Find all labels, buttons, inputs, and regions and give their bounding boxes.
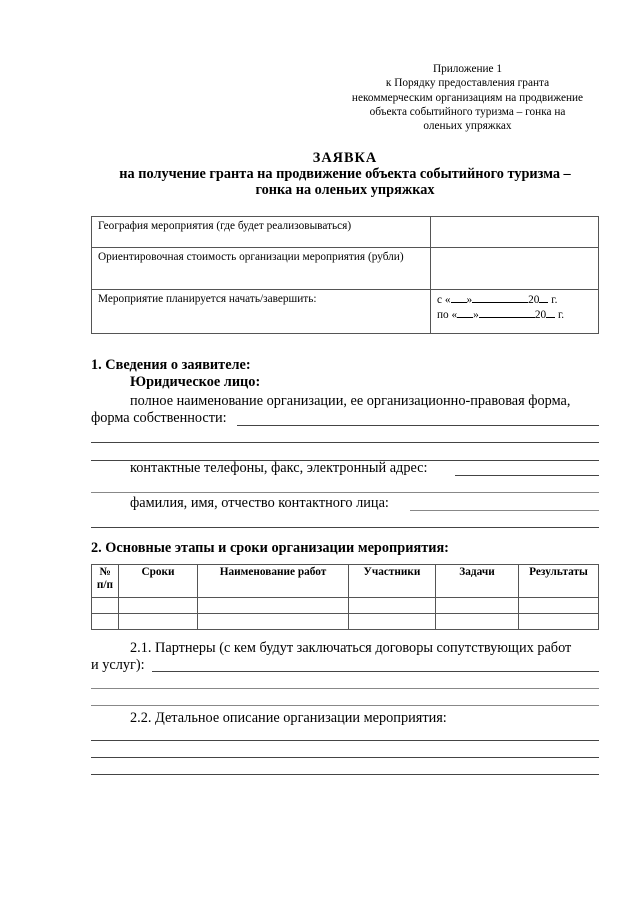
table-row (92, 614, 599, 630)
start-date-line (437, 292, 592, 307)
contacts-field[interactable] (455, 475, 599, 476)
quote-close: » (466, 294, 473, 306)
description-text: 2.2. Детальное описание организации мероприятия: (130, 710, 447, 726)
ownership-text: форма собственности: (91, 410, 227, 426)
table-cell[interactable] (119, 598, 198, 614)
year-prefix: 20 (534, 309, 547, 321)
contacts-text: контактные телефоны, факс, электронный адрес: (130, 460, 428, 476)
partners-text: 2.1. Партнеры (с кем будут заключаться договоры сопутствующих работ (130, 640, 572, 656)
contact-person-field[interactable] (410, 510, 599, 511)
from-prefix: с « (437, 294, 451, 306)
appendix-line: Приложение 1 (432, 63, 503, 75)
cost-label: Ориентировочная стоимость организации мероприятия (рубли) (92, 248, 431, 290)
appendix-line: к Порядку предоставления гранта (385, 77, 550, 90)
month-blank[interactable] (479, 307, 535, 318)
column-works: Наименование работ (198, 565, 349, 598)
legal-entity-subheading: Юридическое лицо: (130, 374, 261, 390)
table-row (92, 290, 599, 334)
appendix-line: объекта событийного туризма – гонка на (369, 105, 566, 118)
dates-field[interactable] (431, 290, 599, 334)
column-participants: Участники (349, 565, 436, 598)
partners-field-line[interactable] (91, 688, 599, 689)
geography-label: География мероприятия (где будет реализовываться) (92, 217, 431, 248)
contact-person-text: фамилия, имя, отчество контактного лица: (130, 495, 389, 511)
table-cell[interactable] (349, 598, 436, 614)
year-blank[interactable] (546, 307, 555, 318)
column-terms: Сроки (119, 565, 198, 598)
title-line-3: гонка на оленьих упряжках (255, 182, 435, 198)
table-cell[interactable] (519, 614, 599, 630)
table-cell[interactable] (519, 598, 599, 614)
quote-close: » (473, 309, 479, 321)
end-date-line (437, 307, 592, 322)
title-main: ЗАЯВКА (312, 150, 378, 166)
column-tasks: Задачи (436, 565, 519, 598)
table-cell[interactable] (198, 614, 349, 630)
table-cell[interactable] (349, 614, 436, 630)
dates-label: Мероприятие планируется начать/завершить: (92, 290, 431, 334)
day-blank[interactable] (457, 307, 473, 318)
description-field-line[interactable] (91, 740, 599, 741)
year-suffix: г. (548, 294, 558, 306)
appendix-line: некоммерческим организациям на продвижение (351, 91, 584, 104)
table-cell[interactable] (436, 614, 519, 630)
day-blank[interactable] (451, 292, 467, 303)
table-cell[interactable] (119, 614, 198, 630)
column-results: Результаты (519, 565, 599, 598)
year-prefix: 20 (528, 294, 540, 306)
description-field-line[interactable] (91, 757, 599, 758)
column-number: № п/п (92, 565, 119, 598)
document-title (90, 150, 600, 198)
table-cell[interactable] (92, 614, 119, 630)
partners-field-line[interactable] (91, 705, 599, 706)
contacts-field-line[interactable] (91, 492, 599, 493)
year-suffix: г. (555, 309, 565, 321)
month-blank[interactable] (472, 292, 528, 303)
partners-text-cont: и услуг): (91, 657, 145, 673)
table-header-row (92, 565, 599, 598)
event-info-table (91, 216, 599, 334)
table-row (92, 217, 599, 248)
geography-field[interactable] (431, 217, 599, 248)
title-line-2: на получение гранта на продвижение объекта событийного туризма – (119, 166, 571, 182)
contact-person-field-line[interactable] (91, 527, 599, 528)
description-field-line[interactable] (91, 774, 599, 775)
org-name-field[interactable] (237, 425, 599, 426)
org-name-text: полное наименование организации, ее организационно-правовая форма, (130, 393, 571, 409)
table-cell[interactable] (92, 598, 119, 614)
table-row (92, 598, 599, 614)
table-cell[interactable] (198, 598, 349, 614)
partners-field[interactable] (152, 671, 599, 672)
table-cell[interactable] (436, 598, 519, 614)
section1-heading: 1. Сведения о заявителе: (91, 357, 251, 373)
cost-field[interactable] (431, 248, 599, 290)
to-prefix: по « (437, 309, 458, 321)
section2-heading: 2. Основные этапы и сроки организации мероприятия: (91, 540, 449, 556)
org-name-field-line[interactable] (91, 442, 599, 443)
table-row (92, 248, 599, 290)
stages-table (91, 564, 599, 630)
appendix-line: оленьих упряжках (423, 120, 512, 133)
appendix-note (330, 62, 605, 133)
